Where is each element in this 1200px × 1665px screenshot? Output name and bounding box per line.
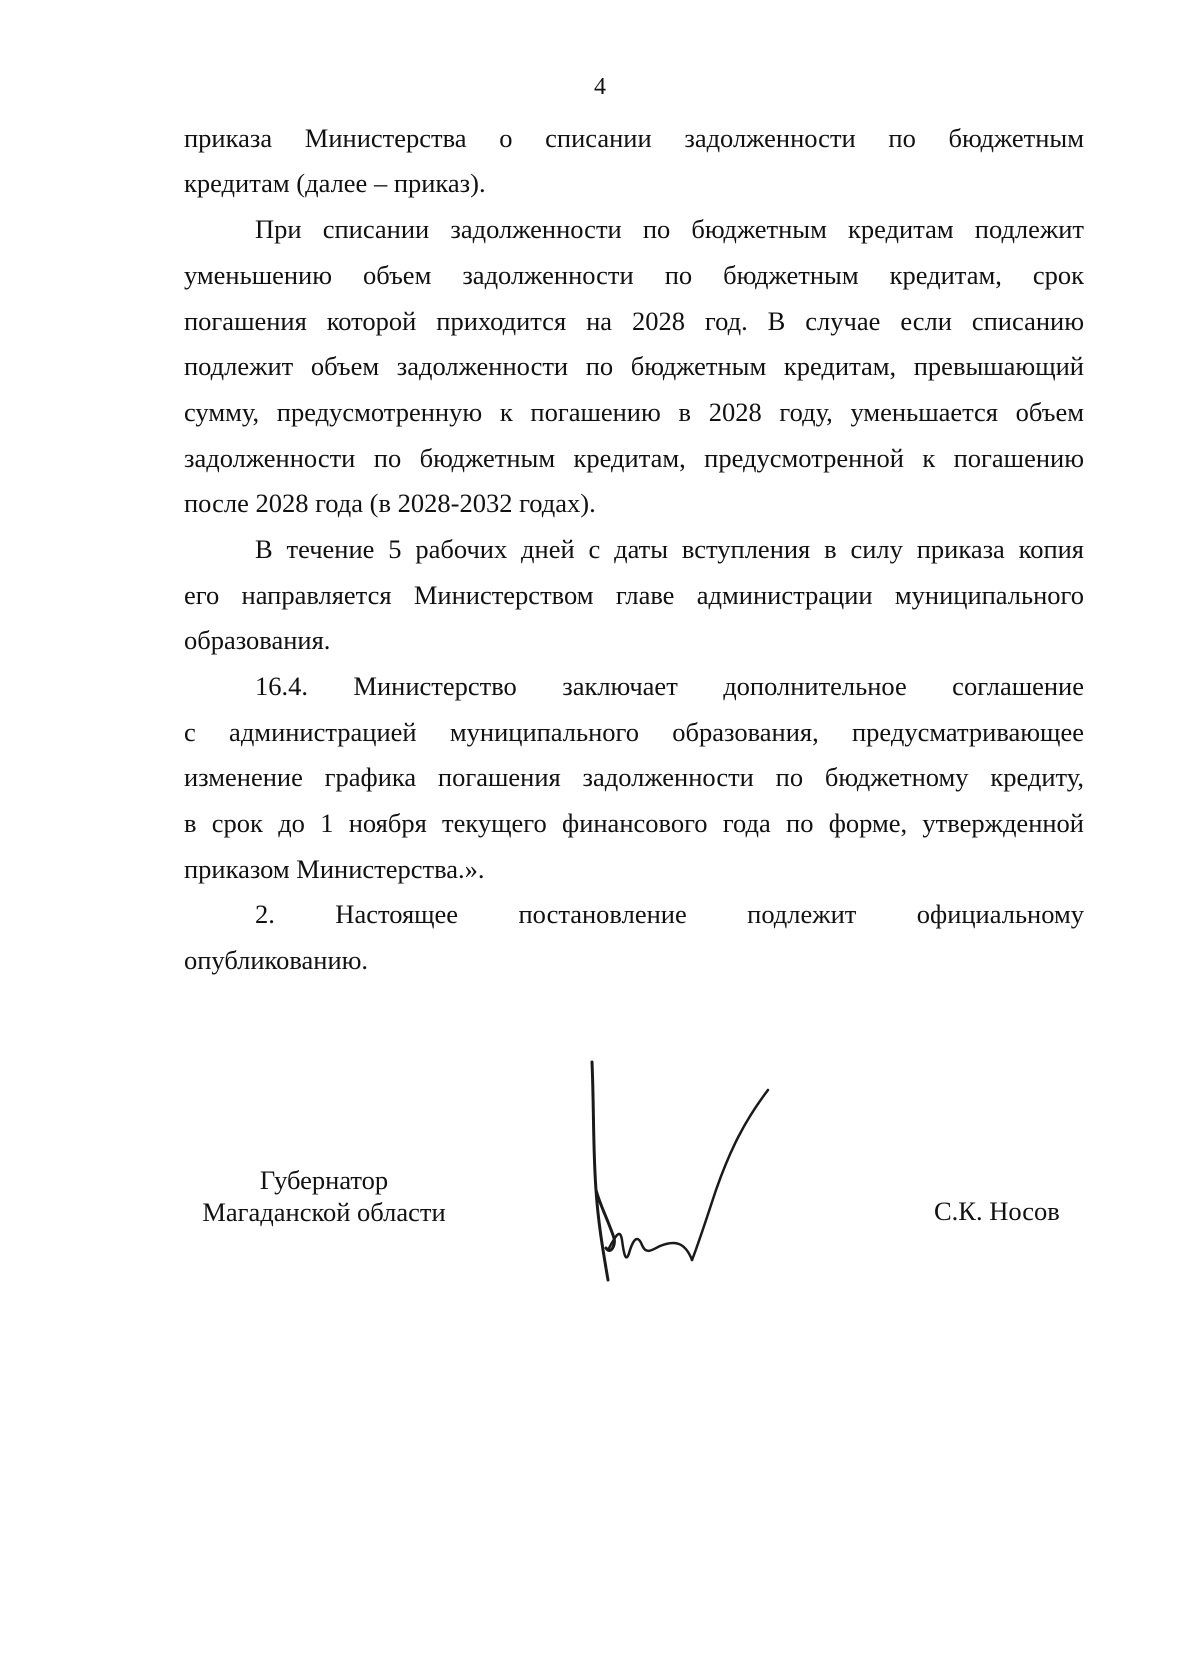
body-line: кредитам (далее – приказ). (184, 168, 486, 198)
body-line: При списании задолженности по бюджетным кредитам подлежит (255, 214, 1084, 244)
signatory-title (184, 1164, 464, 1228)
body-line: опубликованию. (184, 945, 369, 975)
body-line: уменьшению объем задолженности по бюджетным кредитам, срок (184, 260, 1084, 290)
body-line: изменение графика погашения задолженности по бюджетному кредиту, (184, 762, 1084, 792)
body-line: с администрацией муниципального образования, предусматривающее (184, 717, 1084, 747)
body-line: его направляется Министерством главе администрации муниципального (184, 580, 1084, 610)
body-line: сумму, предусмотренную к погашению в 2028 году, уменьшается объем (184, 397, 1084, 427)
body-line: подлежит объем задолженности по бюджетным кредитам, превышающий (184, 351, 1084, 381)
body-line: В течение 5 рабочих дней с даты вступления в силу приказа копия (255, 534, 1084, 564)
body-line: образования. (184, 625, 331, 655)
signatory-name: С.К. Носов (934, 1196, 1060, 1226)
body-line: после 2028 года (в 2028-2032 годах). (184, 488, 596, 518)
signatory-title-line: Магаданской области (202, 1197, 446, 1227)
signatory-title-line: Губернатор (259, 1165, 389, 1195)
body-line: 2. Настоящее постановление подлежит официальному (255, 899, 1084, 929)
body-line: погашения которой приходится на 2028 год. В случае если списанию (184, 306, 1084, 336)
body-line: 16.4. Министерство заключает дополнительное соглашение (255, 671, 1084, 701)
handwritten-signature (580, 1050, 810, 1300)
body-line: задолженности по бюджетным кредитам, предусмотренной к погашению (184, 443, 1084, 473)
body-line: в срок до 1 ноября текущего финансового года по форме, утвержденной (184, 808, 1084, 838)
body-line: приказа Министерства о списании задолженности по бюджетным (184, 123, 1084, 153)
body-line: приказом Министерства.». (184, 854, 485, 884)
page-number: 4 (594, 74, 606, 100)
